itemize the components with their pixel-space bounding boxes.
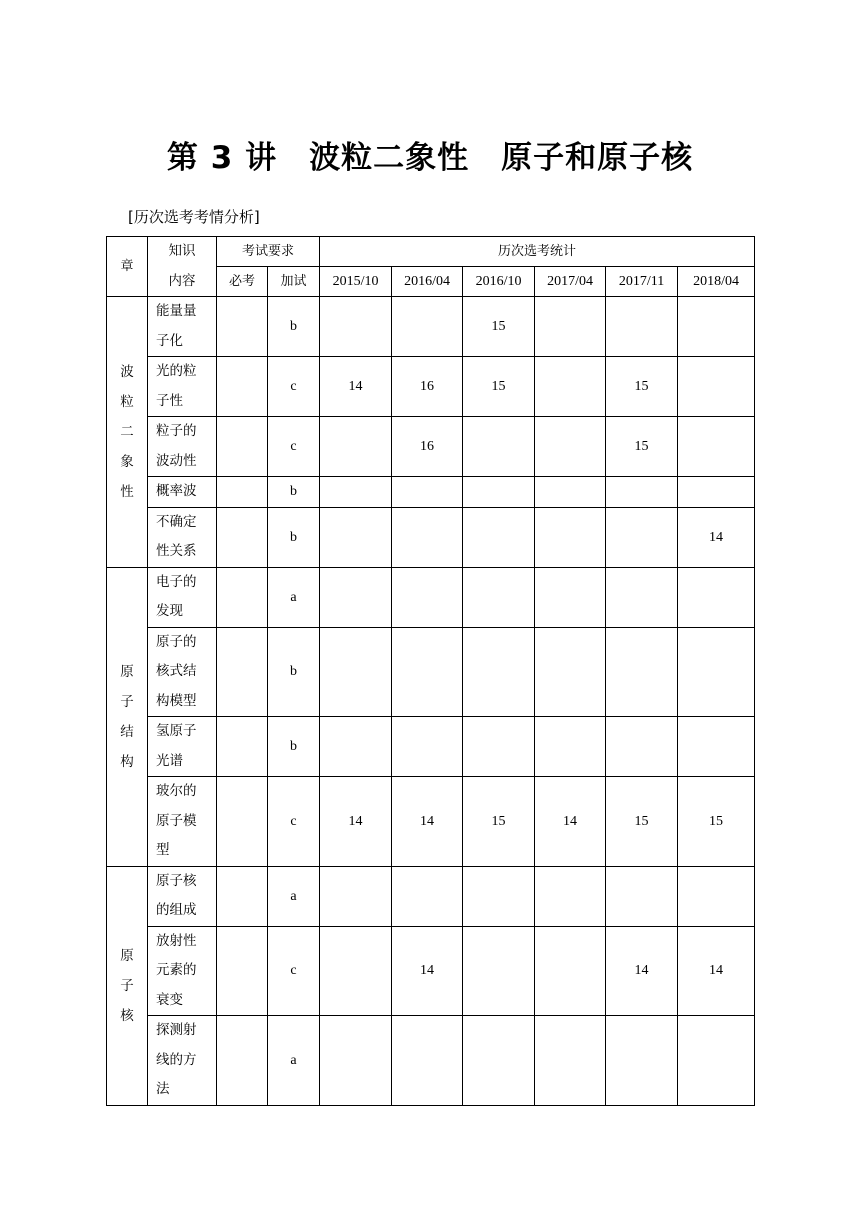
count-cell [535,297,606,357]
extra-cell: a [268,1016,320,1106]
table-row [107,297,755,357]
count-cell [678,717,755,777]
table-row [107,417,755,477]
topic-cell: 概率波 [148,477,217,508]
required-cell [217,507,268,567]
header-date: 2015/10 [320,267,392,297]
topic-cell: 原子核 的组成 [148,866,217,926]
count-cell: 16 [392,417,463,477]
header-required: 必考 [217,267,268,297]
required-cell [217,477,268,508]
count-cell: 14 [320,357,392,417]
count-cell [463,627,535,717]
count-cell [320,567,392,627]
count-cell [678,1016,755,1106]
count-cell: 14 [320,777,392,867]
exam-stats-table [106,236,755,1106]
topic-cell: 探测射 线的方 法 [148,1016,217,1106]
header-chapter: 章 [107,237,148,297]
count-cell [606,567,678,627]
topic-cell: 光的粒 子性 [148,357,217,417]
required-cell [217,417,268,477]
table-row [107,477,755,508]
count-cell: 14 [678,507,755,567]
count-cell [678,417,755,477]
chapter-cell: 波 粒 二 象 性 [107,297,148,568]
header-date: 2016/04 [392,267,463,297]
required-cell [217,297,268,357]
extra-cell: b [268,507,320,567]
required-cell [217,627,268,717]
extra-cell: b [268,297,320,357]
count-cell [606,717,678,777]
extra-cell: a [268,567,320,627]
topic-cell: 粒子的 波动性 [148,417,217,477]
table-row [107,1016,755,1106]
count-cell [606,1016,678,1106]
extra-cell: b [268,717,320,777]
count-cell [320,477,392,508]
count-cell: 15 [606,357,678,417]
count-cell [392,717,463,777]
topic-cell: 原子的 核式结 构模型 [148,627,217,717]
table-row [107,567,755,627]
count-cell: 15 [463,777,535,867]
count-cell: 15 [606,777,678,867]
table-row [107,507,755,567]
count-cell [392,477,463,508]
header-requirement: 考试要求 [217,237,320,267]
count-cell [320,297,392,357]
count-cell: 14 [392,926,463,1016]
table-row [107,627,755,717]
header-stats: 历次选考统计 [320,237,755,267]
count-cell [606,866,678,926]
page-title: 第 3 讲 波粒二象性 原子和原子核 [166,140,694,176]
header-knowledge: 知识 内容 [148,237,217,297]
count-cell [535,1016,606,1106]
count-cell: 14 [678,926,755,1016]
extra-cell: c [268,926,320,1016]
count-cell: 15 [678,777,755,867]
count-cell [535,507,606,567]
table-row [107,717,755,777]
extra-cell: b [268,477,320,508]
count-cell [535,627,606,717]
required-cell [217,1016,268,1106]
count-cell [678,477,755,508]
header-date: 2017/11 [606,267,678,297]
count-cell [535,417,606,477]
count-cell [606,627,678,717]
chapter-cell: 原 子 核 [107,866,148,1105]
count-cell [392,1016,463,1106]
count-cell [392,627,463,717]
extra-cell: c [268,417,320,477]
count-cell: 15 [463,297,535,357]
count-cell [606,297,678,357]
topic-cell: 氢原子 光谱 [148,717,217,777]
topic-cell: 放射性 元素的 衰变 [148,926,217,1016]
count-cell [606,507,678,567]
count-cell [320,417,392,477]
count-cell: 15 [606,417,678,477]
topic-cell: 玻尔的 原子模 型 [148,777,217,867]
table-row [107,866,755,926]
count-cell [535,926,606,1016]
count-cell: 16 [392,357,463,417]
required-cell [217,926,268,1016]
extra-cell: c [268,777,320,867]
count-cell [535,477,606,508]
table-row [107,926,755,1016]
header-date: 2017/04 [535,267,606,297]
header-row-1 [107,237,755,267]
required-cell [217,866,268,926]
topic-cell: 电子的 发现 [148,567,217,627]
extra-cell: c [268,357,320,417]
required-cell [217,717,268,777]
section-label: [历次选考考情分析] [128,208,260,226]
count-cell [392,866,463,926]
count-cell [392,507,463,567]
count-cell [535,866,606,926]
count-cell [606,477,678,508]
count-cell [463,417,535,477]
header-date: 2018/04 [678,267,755,297]
count-cell [320,926,392,1016]
topic-cell: 能量量 子化 [148,297,217,357]
table-row [107,357,755,417]
count-cell [463,717,535,777]
count-cell [463,926,535,1016]
chapter-cell: 原 子 结 构 [107,567,148,866]
required-cell [217,357,268,417]
count-cell [535,357,606,417]
table-row [107,777,755,867]
count-cell: 15 [463,357,535,417]
header-date: 2016/10 [463,267,535,297]
count-cell [678,297,755,357]
count-cell [463,477,535,508]
count-cell [392,567,463,627]
count-cell [320,866,392,926]
extra-cell: b [268,627,320,717]
required-cell [217,777,268,867]
count-cell [463,1016,535,1106]
required-cell [217,567,268,627]
count-cell [535,717,606,777]
count-cell [320,627,392,717]
count-cell [678,866,755,926]
count-cell [535,567,606,627]
count-cell [463,507,535,567]
count-cell [392,297,463,357]
count-cell [678,357,755,417]
count-cell [320,717,392,777]
count-cell [678,567,755,627]
topic-cell: 不确定 性关系 [148,507,217,567]
header-extra: 加试 [268,267,320,297]
count-cell [320,1016,392,1106]
count-cell [320,507,392,567]
count-cell: 14 [606,926,678,1016]
count-cell [678,627,755,717]
count-cell [463,866,535,926]
count-cell [463,567,535,627]
extra-cell: a [268,866,320,926]
count-cell: 14 [392,777,463,867]
count-cell: 14 [535,777,606,867]
